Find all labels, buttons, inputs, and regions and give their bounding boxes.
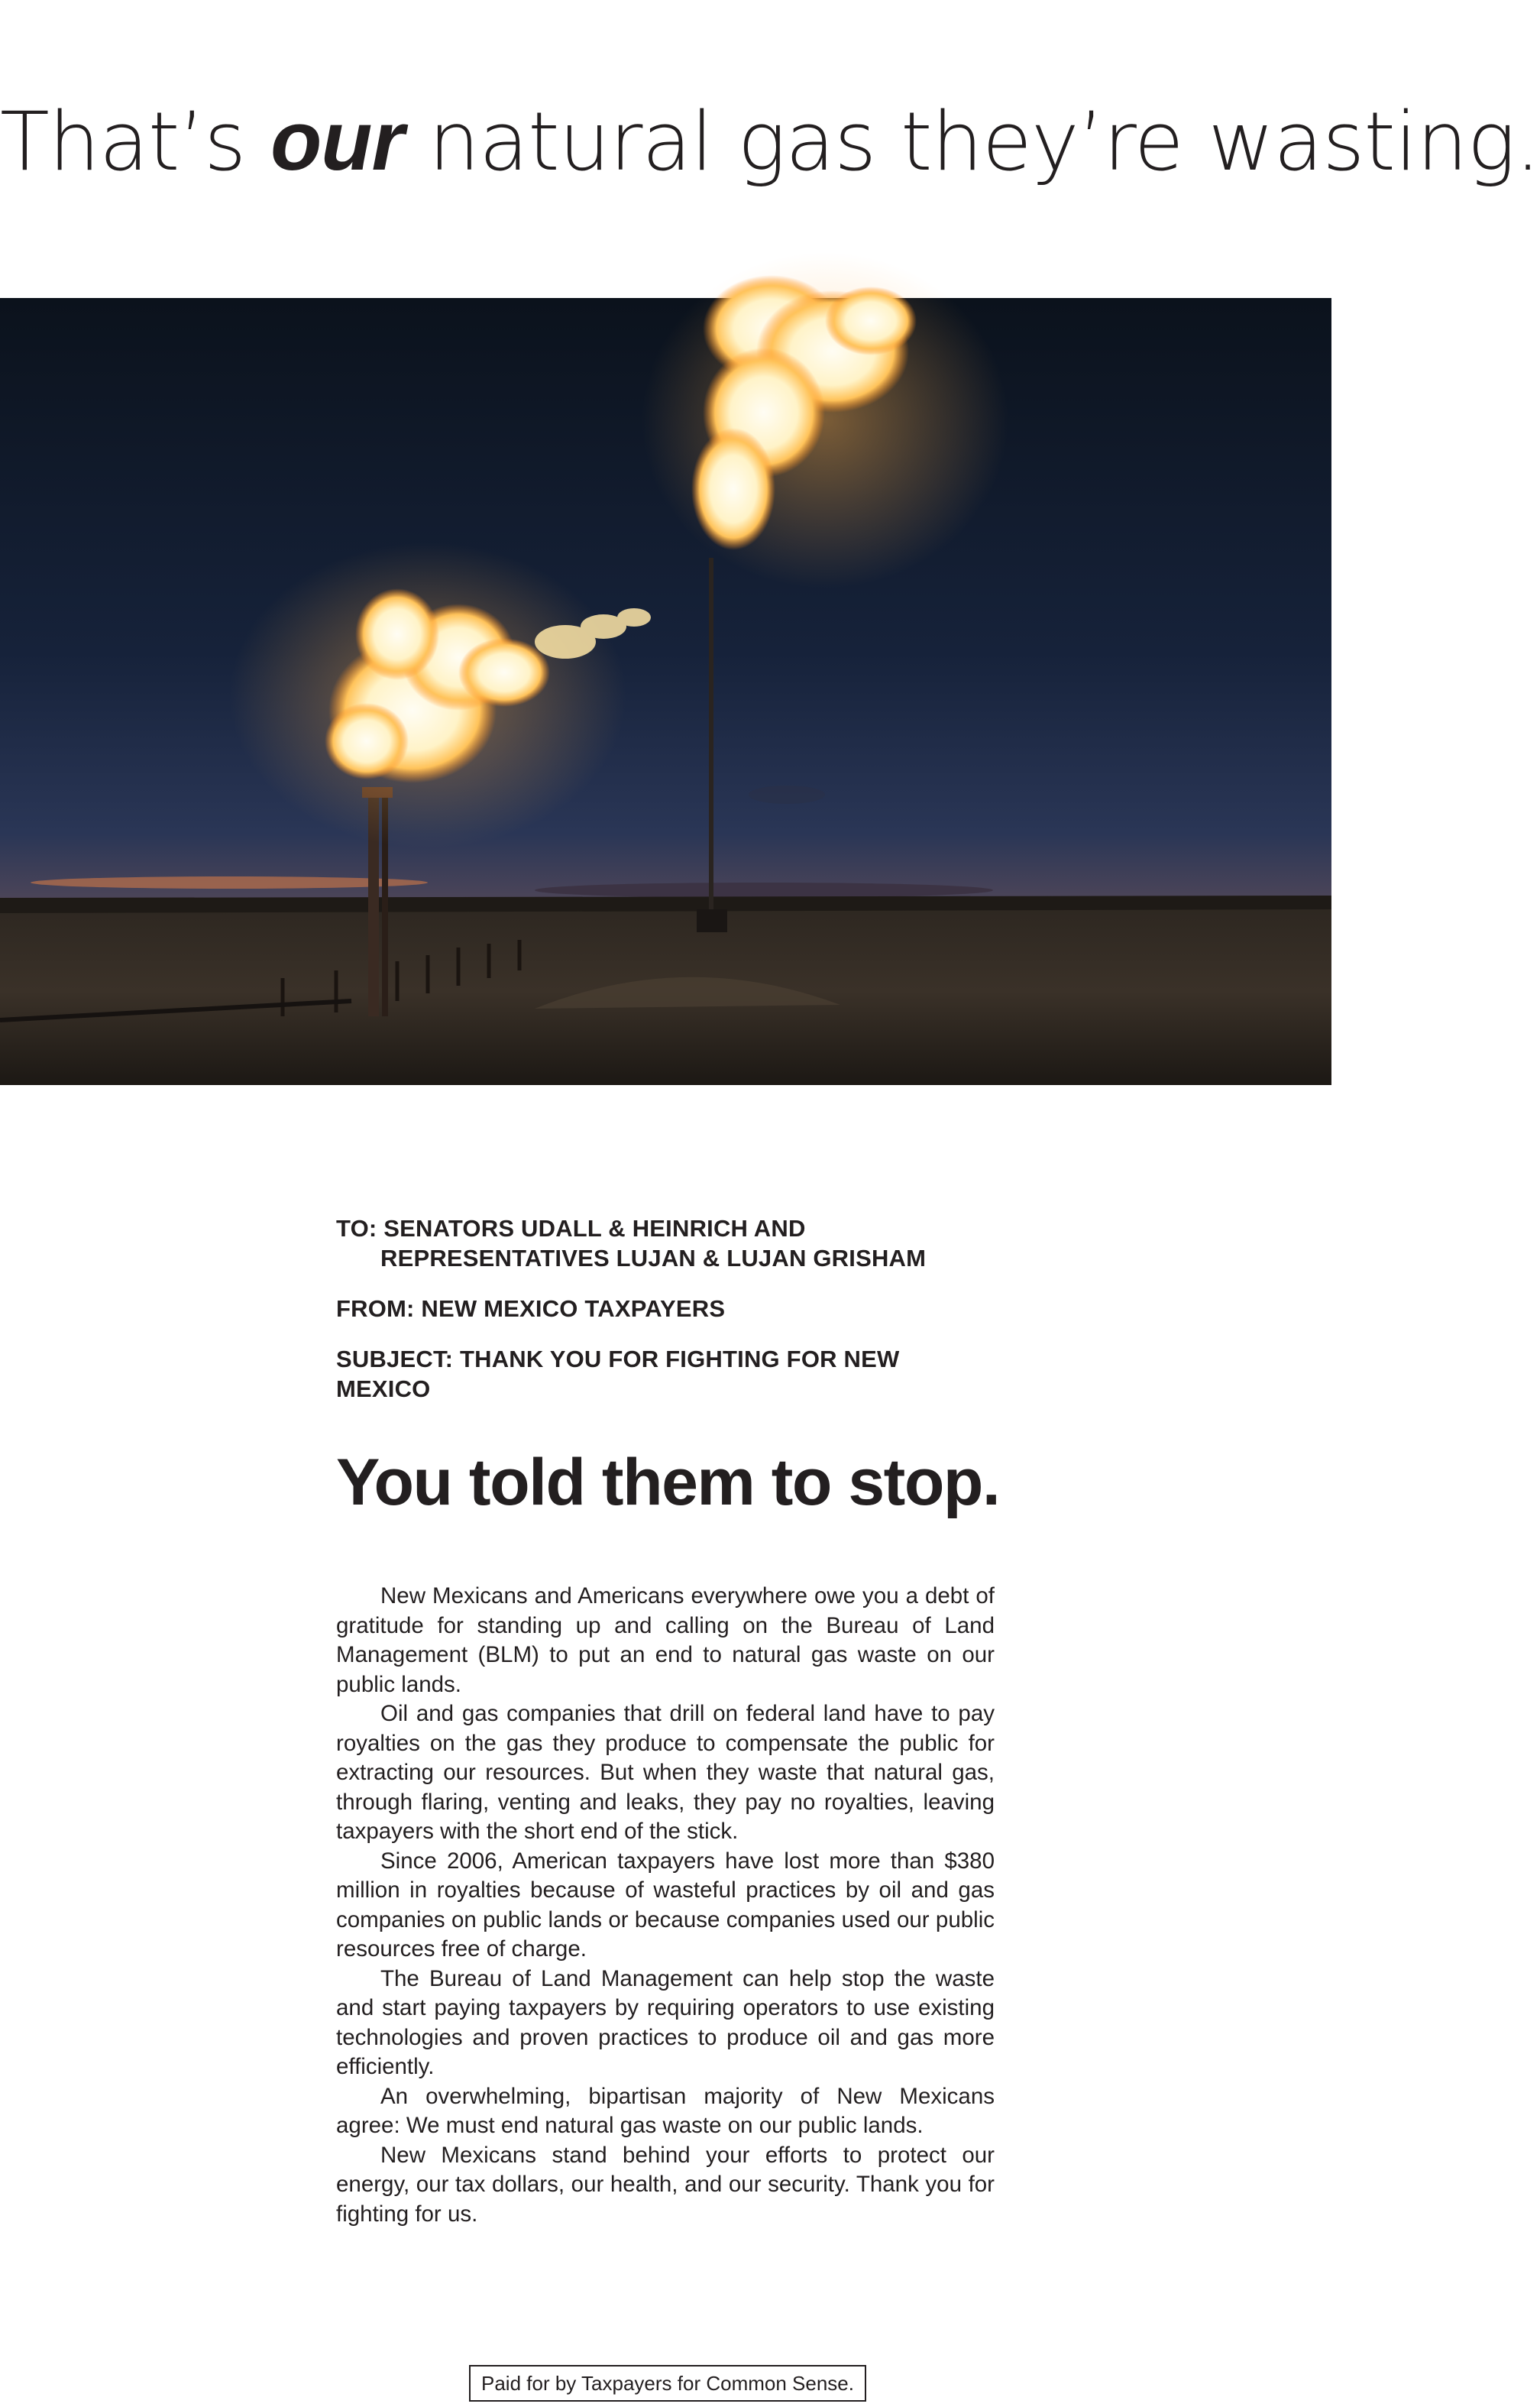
disclaimer-text: Paid for by Taxpayers for Common Sense. [481,2371,854,2395]
memo-header [336,1213,995,1404]
memo-to [336,1213,995,1273]
headline [0,84,1540,199]
gas-flare-photo [0,298,1331,1085]
body-paragraph: An overwhelming, bipartisan majority of New Mexicans agree: We must end natural gas waste on our public lands. [336,2083,995,2138]
headline-before: That’s [0,95,271,189]
body-paragraph: Oil and gas companies that drill on federal land have to pay royalties on the gas they produce to compensate the public for extracting our resources. But when they waste that natural gas, through flaring, venting and leaks, they pay no royalties, leaving taxpayers with the short end of the stick. [336,1701,995,1844]
body-copy [336,1582,995,2229]
headline-after: natural gas they’re wasting. [403,95,1540,189]
memo-to-line1: TO: SENATORS UDALL & HEINRICH AND [336,1215,806,1242]
paid-for-disclaimer [469,2365,866,2402]
subhead: You told them to stop. [336,1446,1000,1519]
body-paragraph: The Bureau of Land Management can help stop the waste and start paying taxpayers by requiring operators to use existing technologies and proven practices to produce oil and gas more efficiently. [336,1965,995,2079]
body-paragraph: New Mexicans stand behind your efforts to protect our energy, our tax dollars, our health, and our security. Thank you for fighting for us. [336,2142,995,2227]
memo-from: FROM: NEW MEXICO TAXPAYERS [336,1295,726,1322]
body-paragraph: New Mexicans and Americans everywhere owe you a debt of gratitude for standing up and calling on the Bureau of Land Management (BLM) to put an end to natural gas waste on our public lands. [336,1583,995,1697]
memo-to-line2: REPRESENTATIVES LUJAN & LUJAN GRISHAM [380,1245,927,1272]
memo-subject: SUBJECT: THANK YOU FOR FIGHTING FOR NEW MEXICO [336,1346,900,1402]
headline-emphasis: our [270,94,404,188]
body-paragraph: Since 2006, American taxpayers have lost more than $380 million in royalties because of wasteful practices by oil and gas companies on public lands or because companies used our public resources free of charge. [336,1848,995,1962]
